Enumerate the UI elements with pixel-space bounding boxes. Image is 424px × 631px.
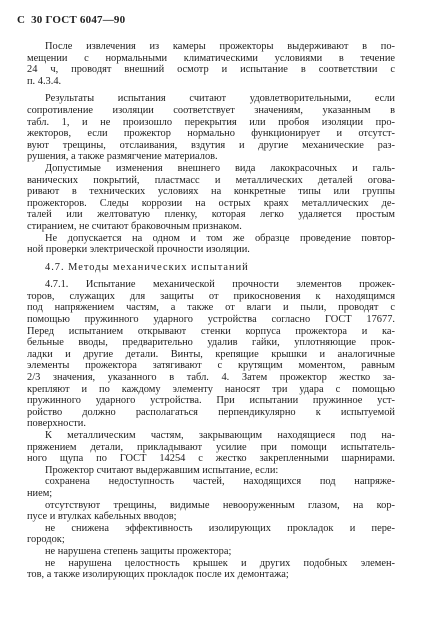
text-line: жекторов, если прожектор нормально функционирует и отсутст- (27, 128, 395, 140)
text-line: сопротивление изоляции соответствует значениям, указанным в (27, 104, 395, 116)
text-line: поверхности. (27, 418, 86, 430)
text-line: помощью пружинного ударного устройства согласно ГОСТ 17677. (27, 314, 395, 326)
page-header (17, 14, 125, 26)
text-line: Результаты испытания считают удовлетворительными, если (45, 93, 395, 105)
text-line: прожекторов. Следы коррозии на острых краях металлических де- (27, 197, 395, 209)
section-heading: 4.7. Методы механических испытаний (45, 261, 249, 273)
text-line: Допустимые изменения внешнего вида лакокрасочных и галь- (45, 162, 395, 174)
text-line: ладки и другие детали. Винты, крепящие крышки и аналогичные (27, 348, 395, 360)
text-line: городок; (27, 534, 65, 546)
text-line: бельные вводы, предварительно удалив гайки, уплотняющие прок- (27, 337, 395, 349)
text-line: торов, служащих для защиты от прикосновения к находящимся (27, 290, 395, 302)
text-line: К металлическим частям, закрывающим находящиеся под на- (45, 430, 395, 441)
text-line: табл. 1, и не произошло перекрытия или пробоя изоляции про- (27, 116, 395, 128)
text-line: под напряжением частям, а также от влаги и пыли, проводят с (27, 302, 395, 314)
text-line: нием; (27, 487, 53, 499)
text-line: пусе и втулках кабельных вводов; (27, 511, 177, 523)
text-line: сохранена недоступность частей, находящихся под напряже- (45, 476, 395, 488)
text-line: 2/3 значения, указанного в табл. 4. Затем прожектор жестко за- (27, 372, 395, 384)
text-line: вуют трещины, отслаивания, вздутия и другие механические раз- (27, 139, 395, 151)
text-line: рушения, а также размягчение материалов. (27, 151, 218, 163)
text-line: ванических покрытий, пластмасс и металлических деталей огова- (27, 174, 395, 186)
text-line: пряжением детали, прикладывают усилие при помощи испытатель- (27, 441, 395, 453)
standard-code: ГОСТ 6047—90 (45, 14, 126, 26)
text-line: п. 4.3.4. (27, 75, 62, 87)
text-line: Перед испытанием открывают стенки корпуса прожектора и ка- (27, 325, 395, 337)
text-line: После извлечения из камеры прожекторы выдерживают в по- (45, 41, 395, 52)
text-line: 24 ч, проводят внешний осмотр и испытание в соответствии с (27, 64, 395, 76)
header-mark: С (17, 14, 26, 26)
text-line: Прожектор считают выдержавшим испытание, если: (45, 464, 279, 476)
text-line: Не допускается на одном и том же образце проведение повтор- (45, 232, 395, 244)
text-line: ривают в технических условиях на конкретные типы или группы (27, 186, 395, 198)
text-line: тов, а также изолирующих прокладок после их демонтажа; (27, 569, 289, 581)
text-line: элементы прожектора затягивают с крутящим моментом, равным (27, 360, 395, 372)
text-line: мещении с нормальными климатическими условиями в течение (27, 52, 395, 64)
text-line: отсутствуют трещины, видимые невооруженным глазом, на кор- (45, 499, 395, 511)
text-line: не нарушена целостность крышек и других подобных элемен- (45, 557, 395, 569)
text-line: не нарушена степень защиты прожектора; (45, 545, 232, 557)
text-line: ройство должно располагаться перпендикулярно к испытуемой (27, 406, 395, 418)
page-number: 30 (31, 14, 43, 26)
text-line: ного щупа по ГОСТ 14254 с жестко закрепленными шарнирами. (27, 453, 395, 465)
text-line: стиранием, не считают браковочным признаком. (27, 220, 242, 232)
text-line: 4.7.1. Испытание механической прочности элементов прожек- (45, 279, 395, 291)
text-line: ной проверки электрической прочности изоляции. (27, 244, 250, 256)
text-line: талей или желтоватую пленку, которая легко удаляется простым (27, 209, 395, 221)
text-line: не снижена эффективность изолирующих прокладок и пере- (45, 522, 395, 534)
document-body (27, 41, 395, 581)
text-line: пружинного ударного устройства. При испытании пружинное уст- (27, 395, 395, 407)
text-line: крепляют и по каждому элементу наносят три удара с помощью (27, 383, 395, 395)
